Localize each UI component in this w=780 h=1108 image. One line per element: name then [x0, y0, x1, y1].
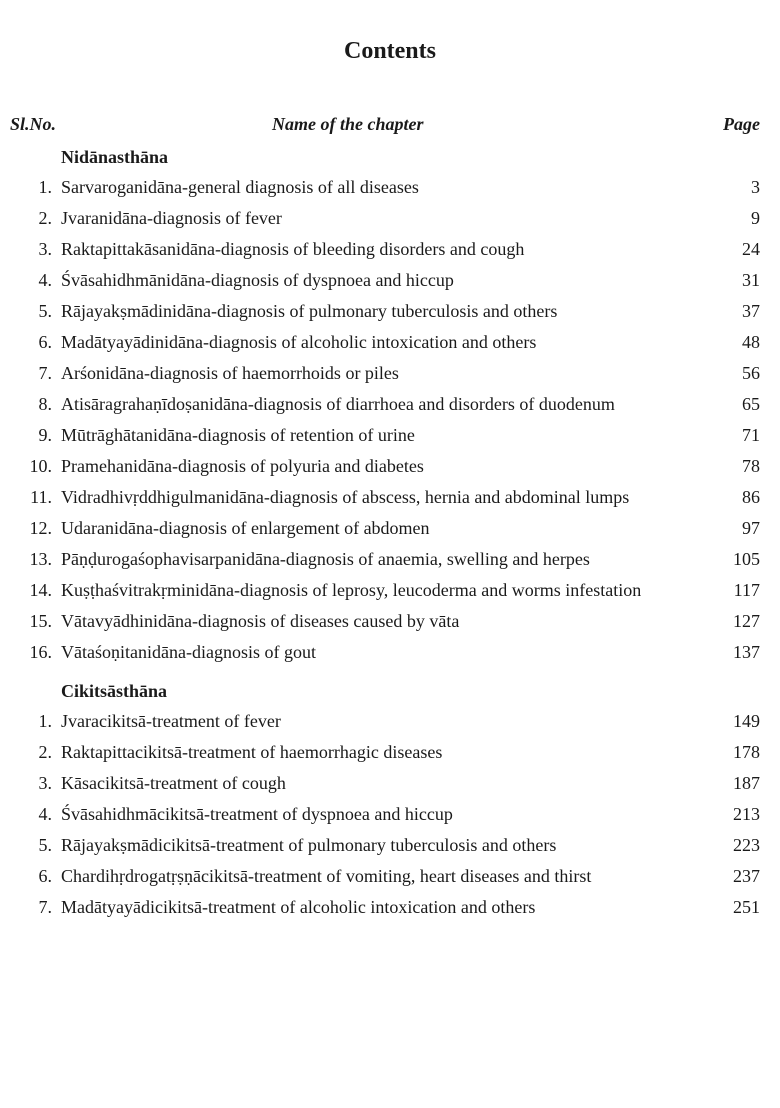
- entry-page-number: 117: [733, 580, 760, 600]
- toc-entry: [0, 706, 780, 737]
- entry-title: Mūtrāghātanidāna-diagnosis of retention of urine: [61, 425, 415, 445]
- entry-title: Chardihṛdrogatṛṣṇācikitsā-treatment of vomiting, heart diseases and thirst: [61, 866, 592, 886]
- toc-entry: [0, 203, 780, 234]
- entry-number: 11.: [30, 487, 52, 507]
- toc-entry: [0, 234, 780, 265]
- entry-number: 15.: [29, 611, 52, 631]
- toc-entry: [0, 420, 780, 451]
- entry-title: Madātyayādicikitsā-treatment of alcoholic intoxication and others: [61, 897, 536, 917]
- entry-title: Pramehanidāna-diagnosis of polyuria and diabetes: [61, 456, 424, 476]
- entry-number: 8.: [38, 394, 52, 414]
- entry-page-number: 237: [733, 866, 760, 886]
- section-heading: Cikitsāsthāna: [61, 681, 168, 701]
- entry-page-number: 3: [751, 177, 760, 197]
- entry-page-number: 24: [742, 239, 760, 259]
- entry-number: 12.: [29, 518, 52, 538]
- page-title: Contents: [343, 38, 436, 64]
- entry-page-number: 127: [733, 611, 760, 631]
- toc-entry: [0, 575, 780, 606]
- entry-title: Pāṇḍurogaśophavisarpanidāna-diagnosis of anaemia, swelling and herpes: [61, 549, 590, 569]
- entry-title: Kuṣṭhaśvitrakṛminidāna-diagnosis of leprosy, leucoderma and worms infestation: [61, 580, 642, 600]
- entry-number: 4.: [38, 804, 52, 824]
- entry-page-number: 37: [742, 301, 760, 321]
- entry-number: 3.: [38, 773, 52, 793]
- entry-title: Raktapittakāsanidāna-diagnosis of bleeding disorders and cough: [61, 239, 525, 259]
- toc-entry: [0, 327, 780, 358]
- entry-title: Rājayakṣmādinidāna-diagnosis of pulmonary tuberculosis and others: [61, 301, 558, 321]
- entry-page-number: 223: [733, 835, 760, 855]
- entry-page-number: 48: [742, 332, 760, 352]
- entry-number: 2.: [38, 208, 52, 228]
- entry-page-number: 105: [733, 549, 760, 569]
- toc-entry: [0, 861, 780, 892]
- entry-page-number: 251: [733, 897, 760, 917]
- entry-title: Vātavyādhinidāna-diagnosis of diseases caused by vāta: [61, 611, 460, 631]
- entry-title: Rājayakṣmādicikitsā-treatment of pulmonary tuberculosis and others: [61, 835, 557, 855]
- entry-number: 2.: [38, 742, 52, 762]
- entry-title: Sarvaroganidāna-general diagnosis of all diseases: [61, 177, 419, 197]
- toc-entry: [0, 482, 780, 513]
- entry-number: 5.: [38, 835, 52, 855]
- column-header-chapter-name: Name of the chapter: [272, 114, 424, 134]
- entry-title: Raktapittacikitsā-treatment of haemorrhagic diseases: [61, 742, 443, 762]
- entry-page-number: 213: [733, 804, 760, 824]
- toc-entry: [0, 606, 780, 637]
- toc-entry: [0, 296, 780, 327]
- entry-number: 5.: [38, 301, 52, 321]
- entry-number: 7.: [38, 363, 52, 383]
- entry-number: 7.: [38, 897, 52, 917]
- toc-entry: [0, 892, 780, 923]
- column-header-sl-no: Sl.No.: [10, 114, 57, 134]
- toc-entry: [0, 768, 780, 799]
- entry-title: Atisāragrahaṇīdoṣanidāna-diagnosis of diarrhoea and disorders of duodenum: [61, 394, 615, 414]
- toc-entry: [0, 637, 780, 668]
- entry-page-number: 65: [742, 394, 760, 414]
- toc-entry: [0, 830, 780, 861]
- entry-title: Arśonidāna-diagnosis of haemorrhoids or piles: [61, 363, 399, 383]
- entry-number: 14.: [29, 580, 52, 600]
- entry-number: 1.: [38, 711, 52, 731]
- entry-page-number: 78: [742, 456, 760, 476]
- entry-title: Udaranidāna-diagnosis of enlargement of abdomen: [61, 518, 430, 538]
- entry-title: Jvaranidāna-diagnosis of fever: [61, 208, 282, 228]
- entry-number: 9.: [38, 425, 52, 445]
- entry-title: Madātyayādinidāna-diagnosis of alcoholic intoxication and others: [61, 332, 537, 352]
- toc-entry: [0, 513, 780, 544]
- entry-number: 1.: [38, 177, 52, 197]
- entry-title: Kāsacikitsā-treatment of cough: [61, 773, 286, 793]
- entry-title: Vidradhivṛddhigulmanidāna-diagnosis of abscess, hernia and abdominal lumps: [61, 487, 630, 507]
- toc-entry: [0, 544, 780, 575]
- entry-title: Vātaśoṇitanidāna-diagnosis of gout: [61, 642, 316, 662]
- entry-page-number: 71: [742, 425, 760, 445]
- entry-page-number: 9: [751, 208, 760, 228]
- toc-entry: [0, 737, 780, 768]
- entry-number: 4.: [38, 270, 52, 290]
- column-header-page: Page: [723, 114, 760, 134]
- entry-page-number: 178: [733, 742, 760, 762]
- entry-title: Śvāsahidhmānidāna-diagnosis of dyspnoea and hiccup: [61, 270, 454, 290]
- toc-entry: [0, 265, 780, 296]
- toc-entry: [0, 389, 780, 420]
- toc-entry: [0, 799, 780, 830]
- entry-page-number: 187: [733, 773, 760, 793]
- entry-page-number: 86: [742, 487, 760, 507]
- entry-number: 16.: [29, 642, 52, 662]
- toc-entry: [0, 172, 780, 203]
- entry-page-number: 149: [733, 711, 760, 731]
- entry-title: Śvāsahidhmācikitsā-treatment of dyspnoea and hiccup: [61, 804, 453, 824]
- entry-number: 10.: [29, 456, 52, 476]
- section-heading: Nidānasthāna: [61, 147, 169, 167]
- entry-page-number: 97: [742, 518, 760, 538]
- entry-number: 6.: [38, 866, 52, 886]
- table-of-contents: [0, 142, 780, 923]
- entry-number: 3.: [38, 239, 52, 259]
- entry-page-number: 137: [733, 642, 760, 662]
- entry-number: 6.: [38, 332, 52, 352]
- toc-entry: [0, 451, 780, 482]
- toc-entry: [0, 358, 780, 389]
- entry-title: Jvaracikitsā-treatment of fever: [61, 711, 281, 731]
- entry-page-number: 31: [742, 270, 760, 290]
- entry-number: 13.: [29, 549, 52, 569]
- entry-page-number: 56: [742, 363, 760, 383]
